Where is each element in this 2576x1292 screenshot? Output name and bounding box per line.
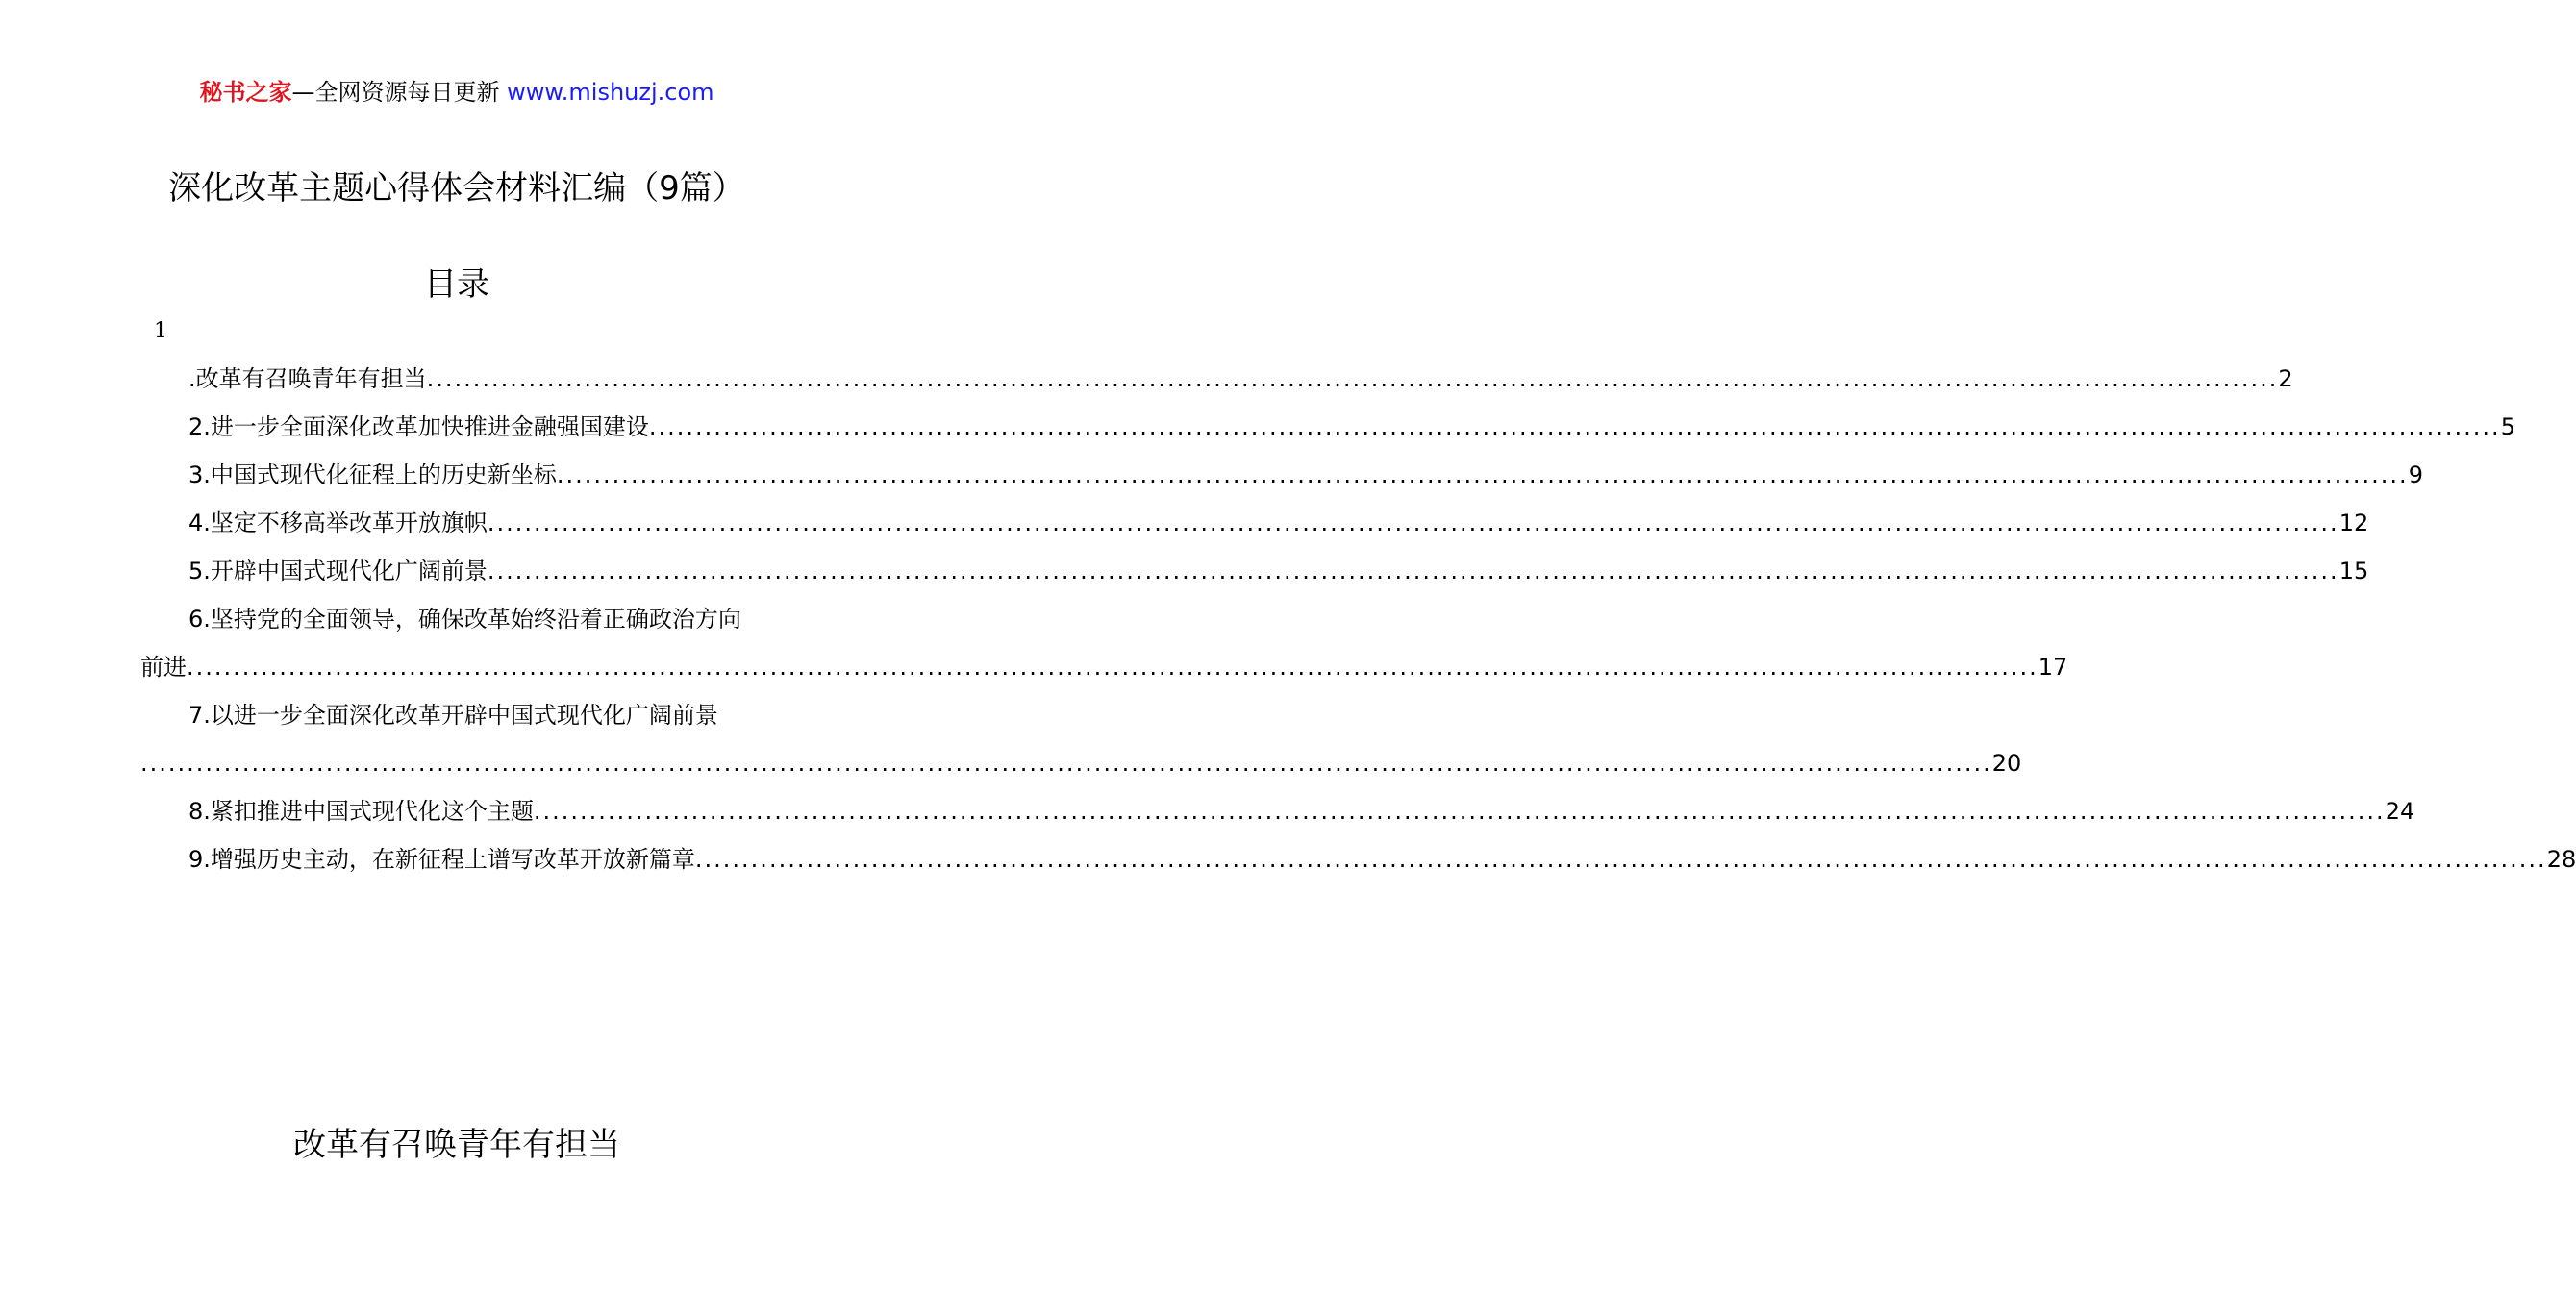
toc-leader-dots: ........................................................................................................................................................................................................	[140, 750, 1992, 777]
toc-entry-title-continuation: 前进	[140, 654, 187, 681]
toc-page-number: 28	[2546, 846, 2576, 873]
toc-leader-dots: ........................................................................................................................................................................................................	[694, 846, 2547, 873]
toc-page-number: 20	[1991, 750, 2022, 777]
toc-leader-dots: ........................................................................................................................................................................................................	[556, 461, 2409, 488]
toc-page-number: 2	[2278, 365, 2293, 392]
toc-entry-1[interactable]	[188, 360, 2293, 398]
toc-page-number: 12	[2338, 509, 2369, 536]
toc-page-number: 9	[2408, 461, 2423, 488]
toc-entry-8[interactable]	[188, 792, 2415, 831]
document-title: 深化改革主题心得体会材料汇编（9篇）	[168, 169, 745, 208]
toc-page-number: 5	[2500, 413, 2515, 440]
toc-entry-2[interactable]	[188, 408, 2515, 446]
toc-page-number: 15	[2338, 558, 2369, 584]
brand-name: 秘书之家	[199, 79, 292, 106]
toc-entry-title: 2.进一步全面深化改革加快推进金融强国建设	[188, 413, 649, 440]
toc-entry-title: 6.坚持党的全面领导，确保改革始终沿着正确政治方向	[188, 606, 741, 633]
toc-entry-4[interactable]	[188, 504, 2369, 542]
toc-entry-9[interactable]	[188, 840, 2576, 879]
toc-entry-3[interactable]	[188, 456, 2423, 494]
toc-entry-7[interactable]	[188, 696, 775, 734]
toc-entry-title: 7.以进一步全面深化改革开辟中国式现代化广阔前景	[188, 702, 718, 729]
toc-entry-title: 8.紧扣推进中国式现代化这个主题	[188, 798, 534, 825]
toc-leader-dots: ........................................................................................................................................................................................................	[426, 365, 2279, 392]
toc-page-number: 24	[2385, 798, 2415, 825]
toc-leader-dots: ........................................................................................................................................................................................................	[648, 413, 2501, 440]
toc-leader-dots: ........................................................................................................................................................................................................	[533, 798, 2386, 825]
site-banner	[0, 75, 913, 110]
toc-entry-title: 3.中国式现代化征程上的历史新坐标	[188, 461, 557, 488]
toc-leader-dots: ........................................................................................................................................................................................................	[487, 558, 2339, 584]
toc-entry-title: .改革有召唤青年有担当	[188, 365, 427, 392]
section-heading: 改革有召唤青年有担当	[293, 1126, 620, 1164]
toc-leader-dots: ........................................................................................................................................................................................................	[187, 654, 2038, 681]
toc-entry-6[interactable]	[188, 600, 775, 638]
toc-leader-dots: ........................................................................................................................................................................................................	[487, 509, 2339, 536]
stray-number: 1	[154, 319, 167, 343]
toc-heading: 目录	[424, 265, 489, 304]
banner-tagline: —全网资源每日更新	[291, 79, 508, 106]
toc-entry-title: 9.增强历史主动，在新征程上谱写改革开放新篇章	[188, 846, 695, 873]
toc-entry-5[interactable]	[188, 552, 2369, 590]
toc-entry-6-continuation[interactable]	[140, 648, 2068, 686]
site-url-link[interactable]: www.mishuzj.com	[507, 79, 714, 106]
toc-entry-7-continuation[interactable]	[140, 744, 2022, 783]
toc-entry-title: 4.坚定不移高举改革开放旗帜	[188, 509, 488, 536]
toc-entry-title: 5.开辟中国式现代化广阔前景	[188, 558, 488, 584]
toc-page-number: 17	[2038, 654, 2068, 681]
